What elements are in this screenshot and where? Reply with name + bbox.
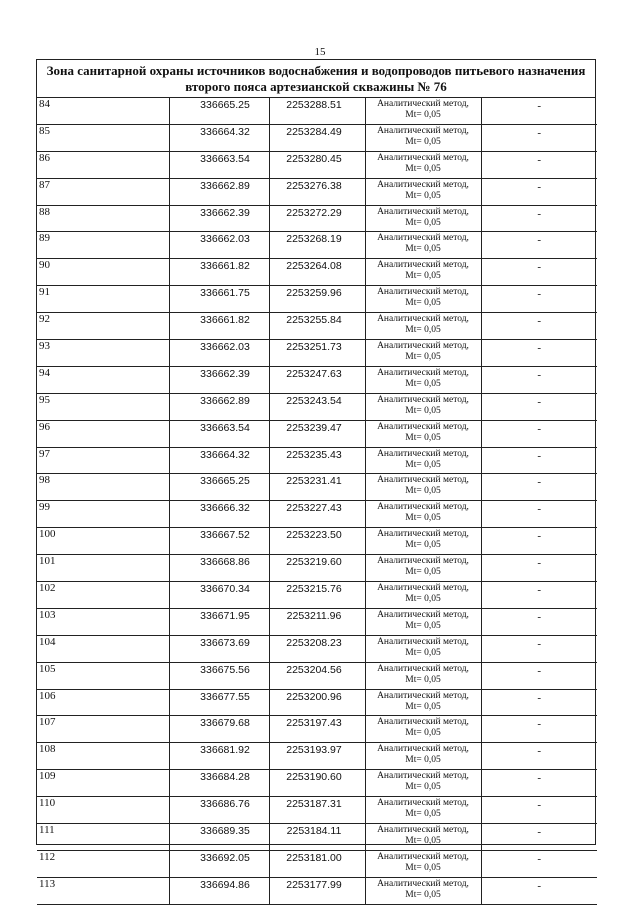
point-number: 104: [37, 635, 169, 662]
point-number: 99: [37, 501, 169, 528]
method-cell: [365, 124, 481, 151]
coordinate-x: 336666.32: [169, 501, 269, 528]
method-label: Аналитический метод,: [377, 233, 469, 244]
coordinate-y: 2253239.47: [269, 420, 365, 447]
table-row: [37, 98, 597, 124]
table-row: [37, 366, 597, 393]
coordinate-y: 2253208.23: [269, 635, 365, 662]
coordinate-x: 336661.75: [169, 286, 269, 313]
table-row: [37, 474, 597, 501]
method-cell: [365, 474, 481, 501]
method-cell: [365, 528, 481, 555]
note-cell: -: [481, 608, 597, 635]
coordinate-x: 336665.25: [169, 474, 269, 501]
method-label: Аналитический метод,: [377, 502, 469, 513]
coordinate-y: 2253231.41: [269, 474, 365, 501]
point-number: 110: [37, 797, 169, 824]
table-title-line-1: Зона санитарной охраны источников водоснабжения и водопроводов питьевого назначения: [46, 63, 586, 78]
table-row: [37, 178, 597, 205]
accuracy-label: Mt= 0,05: [405, 594, 441, 605]
method-label: Аналитический метод,: [377, 152, 469, 163]
accuracy-label: Mt= 0,05: [405, 486, 441, 497]
method-cell: [365, 286, 481, 313]
accuracy-label: Mt= 0,05: [405, 728, 441, 739]
note-cell: -: [481, 98, 597, 124]
coordinate-x: 336662.03: [169, 232, 269, 259]
table-row: [37, 582, 597, 609]
accuracy-label: Mt= 0,05: [405, 459, 441, 470]
coordinate-y: 2253276.38: [269, 178, 365, 205]
point-number: 107: [37, 716, 169, 743]
point-number: 112: [37, 850, 169, 877]
coordinate-x: 336663.54: [169, 151, 269, 178]
accuracy-label: Mt= 0,05: [405, 432, 441, 443]
table-row: [37, 608, 597, 635]
coordinate-y: 2253204.56: [269, 662, 365, 689]
method-cell: [365, 313, 481, 340]
method-cell: [365, 689, 481, 716]
table-row: [37, 689, 597, 716]
coordinate-y: 2253259.96: [269, 286, 365, 313]
method-cell: [365, 340, 481, 367]
point-number: 106: [37, 689, 169, 716]
method-cell: [365, 366, 481, 393]
coordinate-x: 336665.25: [169, 98, 269, 124]
note-cell: -: [481, 555, 597, 582]
table-row: [37, 850, 597, 877]
accuracy-label: Mt= 0,05: [405, 674, 441, 685]
coordinate-y: 2253181.00: [269, 850, 365, 877]
point-number: 105: [37, 662, 169, 689]
coordinate-y: 2253251.73: [269, 340, 365, 367]
method-label: Аналитический метод,: [377, 556, 469, 567]
method-label: Аналитический метод,: [377, 851, 469, 862]
method-label: Аналитический метод,: [377, 394, 469, 405]
method-cell: [365, 151, 481, 178]
note-cell: -: [481, 770, 597, 797]
coordinates-table-frame: [36, 59, 596, 900]
method-label: Аналитический метод,: [377, 771, 469, 782]
accuracy-label: Mt= 0,05: [405, 110, 441, 120]
table-row: [37, 797, 597, 824]
note-cell: -: [481, 474, 597, 501]
coordinate-x: 336661.82: [169, 259, 269, 286]
coordinate-y: 2253235.43: [269, 447, 365, 474]
note-cell: -: [481, 689, 597, 716]
accuracy-label: Mt= 0,05: [405, 325, 441, 336]
note-cell: -: [481, 232, 597, 259]
method-cell: [365, 850, 481, 877]
method-label: Аналитический метод,: [377, 341, 469, 352]
accuracy-label: Mt= 0,05: [405, 378, 441, 389]
table-row: [37, 393, 597, 420]
table-title: [37, 60, 595, 98]
point-number: 109: [37, 770, 169, 797]
note-cell: -: [481, 743, 597, 770]
coordinate-y: 2253280.45: [269, 151, 365, 178]
method-cell: [365, 797, 481, 824]
method-label: Аналитический метод,: [377, 206, 469, 217]
coordinate-y: 2253223.50: [269, 528, 365, 555]
coordinate-y: 2253227.43: [269, 501, 365, 528]
method-label: Аналитический метод,: [377, 421, 469, 432]
coordinate-x: 336667.52: [169, 528, 269, 555]
note-cell: -: [481, 151, 597, 178]
point-number: 98: [37, 474, 169, 501]
table-row: [37, 259, 597, 286]
coordinate-x: 336673.69: [169, 635, 269, 662]
method-label: Аналитический метод,: [377, 287, 469, 298]
point-number: 111: [37, 824, 169, 851]
point-number: 85: [37, 124, 169, 151]
point-number: 94: [37, 366, 169, 393]
table-row: [37, 770, 597, 797]
note-cell: -: [481, 205, 597, 232]
table-row: [37, 447, 597, 474]
table-row: [37, 151, 597, 178]
table-row: [37, 501, 597, 528]
accuracy-label: Mt= 0,05: [405, 540, 441, 551]
point-number: 108: [37, 743, 169, 770]
method-label: Аналитический метод,: [377, 179, 469, 190]
note-cell: -: [481, 447, 597, 474]
coordinate-y: 2253215.76: [269, 582, 365, 609]
method-cell: [365, 420, 481, 447]
coordinate-y: 2253243.54: [269, 393, 365, 420]
coordinate-y: 2253284.49: [269, 124, 365, 151]
coordinate-x: 336668.86: [169, 555, 269, 582]
point-number: 103: [37, 608, 169, 635]
method-cell: [365, 259, 481, 286]
method-label: Аналитический метод,: [377, 367, 469, 378]
coordinate-y: 2253247.63: [269, 366, 365, 393]
accuracy-label: Mt= 0,05: [405, 862, 441, 873]
accuracy-label: Mt= 0,05: [405, 298, 441, 309]
method-label: Аналитический метод,: [377, 825, 469, 836]
coordinate-y: 2253211.96: [269, 608, 365, 635]
coordinate-x: 336692.05: [169, 850, 269, 877]
coordinate-y: 2253219.60: [269, 555, 365, 582]
coordinate-y: 2253288.51: [269, 98, 365, 124]
accuracy-label: Mt= 0,05: [405, 567, 441, 578]
table-row: [37, 232, 597, 259]
method-cell: [365, 662, 481, 689]
table-row: [37, 555, 597, 582]
coordinate-x: 336664.32: [169, 124, 269, 151]
table-row: [37, 313, 597, 340]
point-number: 87: [37, 178, 169, 205]
accuracy-label: Mt= 0,05: [405, 836, 441, 847]
note-cell: -: [481, 286, 597, 313]
table-row: [37, 124, 597, 151]
coordinate-x: 336662.89: [169, 178, 269, 205]
method-cell: [365, 877, 481, 904]
point-number: 100: [37, 528, 169, 555]
coordinate-y: 2253264.08: [269, 259, 365, 286]
method-cell: [365, 716, 481, 743]
coordinate-y: 2253187.31: [269, 797, 365, 824]
point-number: 92: [37, 313, 169, 340]
method-label: Аналитический метод,: [377, 878, 469, 889]
accuracy-label: Mt= 0,05: [405, 244, 441, 255]
accuracy-label: Mt= 0,05: [405, 701, 441, 712]
coordinate-x: 336689.35: [169, 824, 269, 851]
note-cell: -: [481, 366, 597, 393]
accuracy-label: Mt= 0,05: [405, 513, 441, 524]
note-cell: -: [481, 178, 597, 205]
method-label: Аналитический метод,: [377, 609, 469, 620]
note-cell: -: [481, 124, 597, 151]
method-cell: [365, 447, 481, 474]
method-label: Аналитический метод,: [377, 583, 469, 594]
table-row: [37, 716, 597, 743]
note-cell: -: [481, 635, 597, 662]
coordinate-y: 2253268.19: [269, 232, 365, 259]
method-cell: [365, 178, 481, 205]
method-label: Аналитический метод,: [377, 448, 469, 459]
table-row: [37, 205, 597, 232]
method-cell: [365, 555, 481, 582]
coordinate-y: 2253272.29: [269, 205, 365, 232]
method-cell: [365, 743, 481, 770]
note-cell: -: [481, 582, 597, 609]
coordinate-y: 2253255.84: [269, 313, 365, 340]
note-cell: -: [481, 259, 597, 286]
method-cell: [365, 393, 481, 420]
coordinate-x: 336686.76: [169, 797, 269, 824]
accuracy-label: Mt= 0,05: [405, 190, 441, 201]
page-number: 15: [314, 46, 326, 58]
method-cell: [365, 608, 481, 635]
point-number: 101: [37, 555, 169, 582]
note-cell: -: [481, 420, 597, 447]
accuracy-label: Mt= 0,05: [405, 405, 441, 416]
method-label: Аналитический метод,: [377, 99, 469, 109]
coordinate-x: 336663.54: [169, 420, 269, 447]
coordinate-x: 336662.03: [169, 340, 269, 367]
table-row: [37, 635, 597, 662]
point-number: 95: [37, 393, 169, 420]
coordinate-y: 2253190.60: [269, 770, 365, 797]
accuracy-label: Mt= 0,05: [405, 217, 441, 228]
method-label: Аналитический метод,: [377, 125, 469, 136]
accuracy-label: Mt= 0,05: [405, 782, 441, 793]
accuracy-label: Mt= 0,05: [405, 889, 441, 900]
coordinate-y: 2253197.43: [269, 716, 365, 743]
method-label: Аналитический метод,: [377, 260, 469, 271]
table-row: [37, 824, 597, 851]
coordinate-y: 2253193.97: [269, 743, 365, 770]
method-label: Аналитический метод,: [377, 663, 469, 674]
table-row: [37, 420, 597, 447]
coordinate-x: 336671.95: [169, 608, 269, 635]
accuracy-label: Mt= 0,05: [405, 163, 441, 174]
method-label: Аналитический метод,: [377, 529, 469, 540]
method-cell: [365, 770, 481, 797]
table-title-line-2: второго пояса артезианской скважины № 76: [185, 79, 447, 94]
coordinates-table-body: [37, 98, 597, 904]
coordinate-x: 336684.28: [169, 770, 269, 797]
point-number: 86: [37, 151, 169, 178]
point-number: 88: [37, 205, 169, 232]
coordinate-x: 336694.86: [169, 877, 269, 904]
method-label: Аналитический метод,: [377, 314, 469, 325]
point-number: 113: [37, 877, 169, 904]
coordinate-y: 2253177.99: [269, 877, 365, 904]
note-cell: -: [481, 313, 597, 340]
coordinate-x: 336661.82: [169, 313, 269, 340]
method-cell: [365, 232, 481, 259]
accuracy-label: Mt= 0,05: [405, 271, 441, 282]
table-row: [37, 877, 597, 904]
method-cell: [365, 824, 481, 851]
method-cell: [365, 205, 481, 232]
table-row: [37, 340, 597, 367]
coordinate-x: 336662.39: [169, 205, 269, 232]
note-cell: -: [481, 850, 597, 877]
method-cell: [365, 98, 481, 124]
method-label: Аналитический метод,: [377, 717, 469, 728]
note-cell: -: [481, 662, 597, 689]
method-label: Аналитический метод,: [377, 690, 469, 701]
accuracy-label: Mt= 0,05: [405, 647, 441, 658]
point-number: 93: [37, 340, 169, 367]
accuracy-label: Mt= 0,05: [405, 809, 441, 820]
method-label: Аналитический метод,: [377, 744, 469, 755]
note-cell: -: [481, 797, 597, 824]
accuracy-label: Mt= 0,05: [405, 352, 441, 363]
point-number: 84: [37, 98, 169, 124]
note-cell: -: [481, 877, 597, 904]
table-row: [37, 662, 597, 689]
accuracy-label: Mt= 0,05: [405, 620, 441, 631]
point-number: 89: [37, 232, 169, 259]
method-label: Аналитический метод,: [377, 475, 469, 486]
coordinate-x: 336677.55: [169, 689, 269, 716]
coordinate-y: 2253184.11: [269, 824, 365, 851]
point-number: 91: [37, 286, 169, 313]
point-number: 102: [37, 582, 169, 609]
note-cell: -: [481, 528, 597, 555]
coordinate-x: 336675.56: [169, 662, 269, 689]
coordinates-table: [37, 98, 597, 905]
method-cell: [365, 635, 481, 662]
coordinate-x: 336662.89: [169, 393, 269, 420]
method-cell: [365, 501, 481, 528]
note-cell: -: [481, 501, 597, 528]
point-number: 90: [37, 259, 169, 286]
coordinate-x: 336664.32: [169, 447, 269, 474]
table-row: [37, 743, 597, 770]
coordinate-x: 336662.39: [169, 366, 269, 393]
coordinate-x: 336681.92: [169, 743, 269, 770]
method-cell: [365, 582, 481, 609]
accuracy-label: Mt= 0,05: [405, 136, 441, 147]
note-cell: -: [481, 824, 597, 851]
coordinate-x: 336679.68: [169, 716, 269, 743]
note-cell: -: [481, 393, 597, 420]
coordinate-y: 2253200.96: [269, 689, 365, 716]
method-label: Аналитический метод,: [377, 798, 469, 809]
note-cell: -: [481, 716, 597, 743]
coordinate-x: 336670.34: [169, 582, 269, 609]
note-cell: -: [481, 340, 597, 367]
accuracy-label: Mt= 0,05: [405, 755, 441, 766]
point-number: 96: [37, 420, 169, 447]
table-row: [37, 286, 597, 313]
method-label: Аналитический метод,: [377, 636, 469, 647]
table-row: [37, 528, 597, 555]
point-number: 97: [37, 447, 169, 474]
